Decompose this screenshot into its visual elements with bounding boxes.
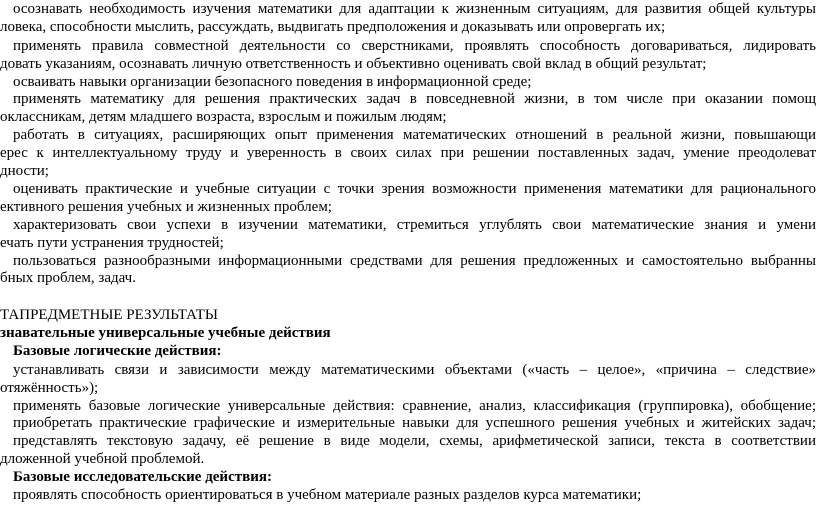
text-line: ективного решения учебных и жизненных проблем; [0,199,332,215]
text-line: проявлять способность ориентироваться в учебном материале разных разделов курса математики; [13,487,642,503]
text-line: дности; [0,163,49,179]
text-line: устанавливать связи и зависимости между математическими объектами («часть – целое», «причина – следствие» [13,362,816,378]
text-line: ерес к интеллектуальному труду и уверенность в своих силах при решении поставленных задач, умение преодолеват [0,145,816,161]
section-heading: ТАПРЕДМЕТНЫЕ РЕЗУЛЬТАТЫ [0,307,218,323]
text-line: отяжённость»); [0,380,99,396]
text-line: дложенной учебной проблемой. [0,451,205,467]
subsection-heading: Базовые исследовательские действия: [13,469,272,485]
text-line: бных проблем, задач. [0,270,136,286]
text-line: работать в ситуациях, расширяющих опыт применения математических отношений в реальной жизни, повышающи [13,127,816,143]
subsection-heading: Базовые логические действия: [13,343,222,359]
subsection-heading: знавательные универсальные учебные действия [0,325,331,341]
text-line: применять базовые логические универсальные действия: сравнение, анализ, классификация (группировка), обобщение; [13,398,816,414]
text-line: характеризовать свои успехи в изучении математики, стремиться углублять свои математические знания и умени [13,217,816,233]
text-line: пользоваться разнообразными информационными средствами для решения предложенных и самостоятельно выбранны [13,253,816,269]
text-line: ечать пути устранения трудностей; [0,235,224,251]
text-line: осваивать навыки организации безопасного поведения в информационной среде; [13,74,532,90]
text-line: применять правила совместной деятельности со сверстниками, проявлять способность договариваться, лидировать [13,38,816,54]
text-line: представлять текстовую задачу, её решение в виде модели, схемы, арифметической записи, текста в соответствии [13,433,816,449]
text-line: осознавать необходимость изучения математики для адаптации к жизненным ситуациям, для развития общей культуры [13,1,816,17]
text-line: приобретать практические графические и измерительные навыки для успешного решения учебных и житейских задач; [13,415,816,431]
text-line: довать указаниям, осознавать личную ответственность и объективно оценивать свой вклад в общий результат; [0,56,707,72]
text-line: применять математику для решения практических задач в повседневной жизни, в том числе при оказании помощ [13,91,816,107]
text-line: ловека, способности мыслить, рассуждать, выдвигать предположения и доказывать или опровергать их; [0,19,666,35]
text-line: оклассникам, детям младшего возраста, взрослым и пожилым людям; [0,109,447,125]
text-line: оценивать практические и учебные ситуации с точки зрения возможности применения математики для рационального [13,181,816,197]
